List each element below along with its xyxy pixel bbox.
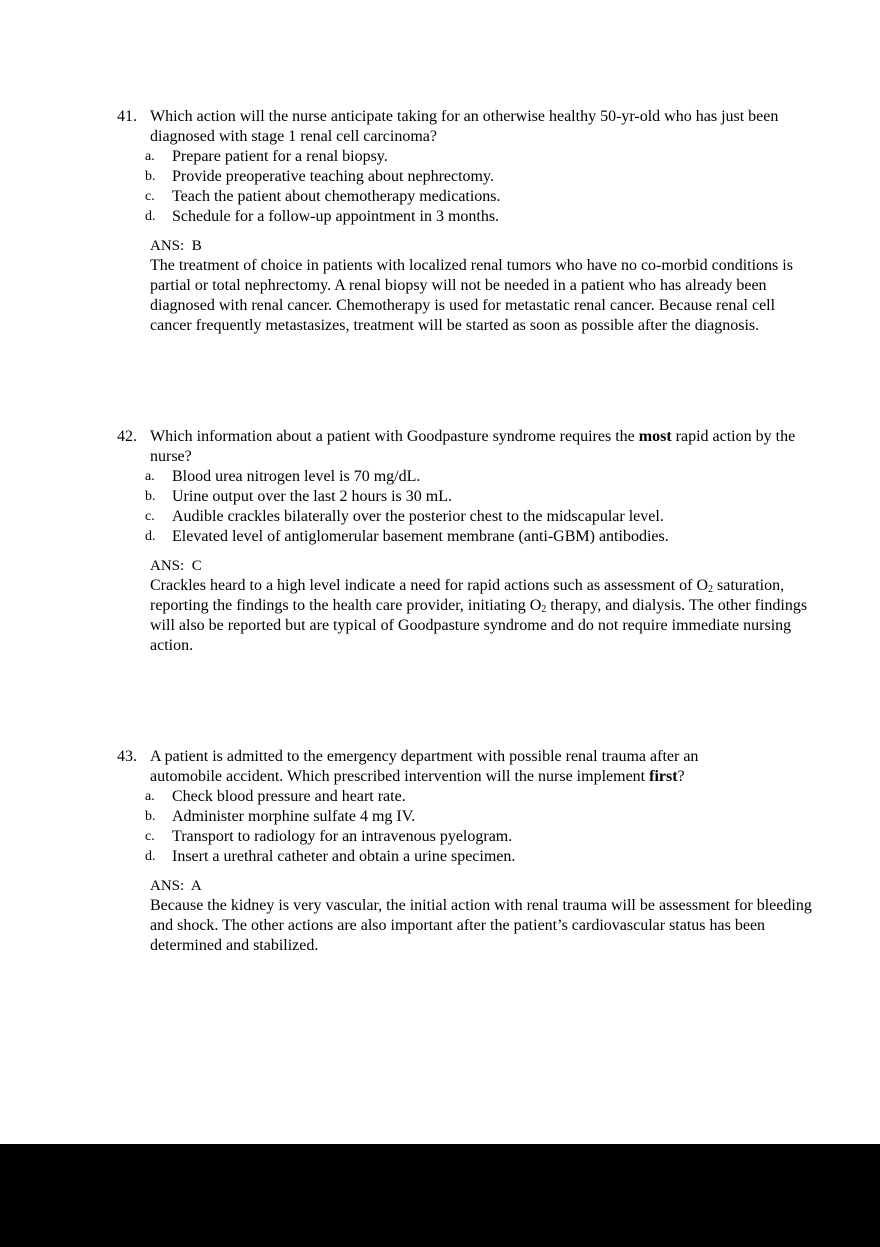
option-text: Teach the patient about chemotherapy medications.	[172, 188, 501, 205]
option-text: Transport to radiology for an intravenous pyelogram.	[172, 828, 513, 845]
rationale: Because the kidney is very vascular, the initial action with renal trauma will be assessment for bleeding and shock. The other actions are also important after the patient’s cardiovascular status has been determined and stabilized.	[150, 897, 812, 954]
answer-block	[117, 556, 817, 656]
emphasis-text: most	[638, 428, 672, 445]
question-42	[117, 427, 817, 656]
question-stem	[117, 107, 817, 147]
option-b	[117, 807, 817, 827]
option-c	[117, 827, 817, 847]
answer-label: ANS:	[150, 558, 185, 574]
option-text: Urine output over the last 2 hours is 30 mL.	[172, 488, 452, 505]
option-letter: d.	[145, 849, 156, 864]
option-b	[117, 487, 817, 507]
option-letter: d.	[145, 209, 156, 224]
question-43	[117, 747, 817, 956]
option-b	[117, 167, 817, 187]
bottom-black-bar	[0, 1144, 880, 1247]
option-letter: b.	[145, 809, 156, 824]
options-list	[117, 787, 817, 867]
option-letter: c.	[145, 189, 155, 204]
option-text: Administer morphine sulfate 4 mg IV.	[172, 808, 416, 825]
option-letter: b.	[145, 169, 156, 184]
answer-value: B	[191, 238, 202, 254]
question-number: 41.	[117, 108, 137, 125]
option-d	[117, 207, 817, 227]
answer-value: A	[190, 878, 202, 894]
answer-block	[117, 876, 817, 956]
option-text: Insert a urethral catheter and obtain a urine specimen.	[172, 848, 516, 865]
option-c	[117, 187, 817, 207]
question-number: 42.	[117, 428, 137, 445]
options-list	[117, 467, 817, 547]
question-stem	[117, 427, 817, 467]
answer-line	[150, 556, 817, 576]
option-text: Elevated level of antiglomerular basement membrane (anti-GBM) antibodies.	[172, 528, 669, 545]
question-number: 43.	[117, 748, 137, 765]
answer-line	[150, 236, 817, 256]
option-letter: d.	[145, 529, 156, 544]
answer-label: ANS:	[150, 878, 185, 894]
option-text: Audible crackles bilaterally over the posterior chest to the midscapular level.	[172, 508, 664, 525]
option-d	[117, 847, 817, 867]
answer-line	[150, 876, 817, 896]
option-letter: c.	[145, 509, 155, 524]
option-text: Schedule for a follow-up appointment in 3 months.	[172, 208, 500, 225]
option-letter: a.	[145, 149, 155, 164]
answer-value: C	[191, 558, 202, 574]
option-letter: b.	[145, 489, 156, 504]
options-list	[117, 147, 817, 227]
option-a	[117, 147, 817, 167]
question-41	[117, 107, 817, 336]
answer-label: ANS:	[150, 238, 185, 254]
option-text: Provide preoperative teaching about nephrectomy.	[172, 168, 494, 185]
rationale: The treatment of choice in patients with localized renal tumors who have no co-morbid conditions is partial or total nephrectomy. A renal biopsy will not be needed in a patient who has already been diagnosed with renal cancer. Chemotherapy is used for metastatic renal cancer. Because renal cell cancer frequently metastasizes, treatment will be started as soon as possible after the diagnosis.	[150, 257, 793, 334]
question-text: A patient is admitted to the emergency department with possible renal trauma after an automobile accident. Which prescribed intervention will the nurse implement first?	[150, 748, 699, 785]
question-text: Which action will the nurse anticipate taking for an otherwise healthy 50-yr-old who has just been diagnosed with stage 1 renal cell carcinoma?	[150, 108, 779, 145]
option-text: Check blood pressure and heart rate.	[172, 788, 406, 805]
option-c	[117, 507, 817, 527]
option-text: Prepare patient for a renal biopsy.	[172, 148, 388, 165]
option-a	[117, 787, 817, 807]
answer-block	[117, 236, 817, 336]
option-d	[117, 527, 817, 547]
emphasis-text: first	[649, 768, 678, 785]
option-text: Blood urea nitrogen level is 70 mg/dL.	[172, 468, 421, 485]
option-a	[117, 467, 817, 487]
question-stem	[117, 747, 750, 787]
option-letter: a.	[145, 789, 155, 804]
option-letter: a.	[145, 469, 155, 484]
rationale: Crackles heard to a high level indicate a need for rapid actions such as assessment of $O_2$ saturation, reporting the findings to the health care provider, initiating $O_2$ therapy, and dialysis. The other findings will also be reported but are typical of Goodpasture syndrome and do not require immediate nursing action.	[150, 577, 808, 654]
question-text: Which information about a patient with Goodpasture syndrome requires the most rapid action by the nurse?	[150, 428, 796, 465]
option-letter: c.	[145, 829, 155, 844]
